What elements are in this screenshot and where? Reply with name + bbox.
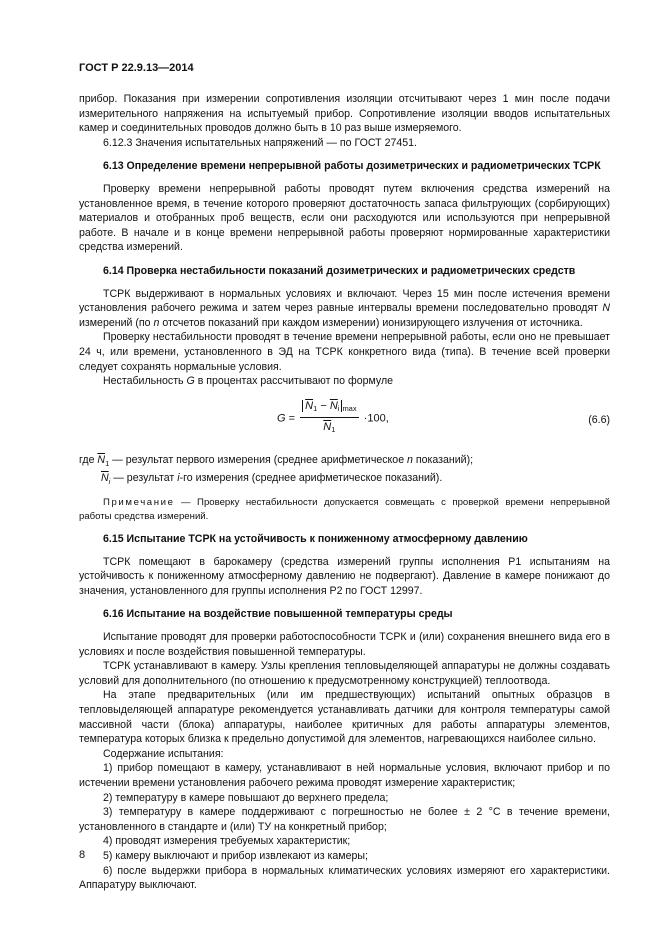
- text-run: — результат первого измерения (среднее арифметическое: [109, 453, 408, 466]
- symbol-n: n: [407, 453, 413, 466]
- section-heading-6-16: 6.16 Испытание на воздействие повышенной температуры среды: [103, 608, 453, 621]
- section-heading-6-13: 6.13 Определение времени непрерывной работы дозиметрических и радиометрических ТСРК: [103, 160, 601, 173]
- subscript: i: [108, 477, 111, 487]
- formula-ni: $\overline{N}$: [329, 399, 338, 412]
- text-run: ТСРК выдерживают в нормальных условиях и включают. Через 15 мин после истечения времени установления рабочего режима и затем через равные интервалы времени последовательно проводят: [79, 287, 610, 315]
- formula-minus: −: [320, 399, 327, 412]
- text-run: Нестабильность: [103, 375, 187, 388]
- symbol-g: G: [186, 375, 195, 388]
- text-run: где: [79, 453, 98, 466]
- symbol-ni: $\overline{N}$: [101, 472, 109, 485]
- formula-equals: =: [288, 412, 296, 425]
- note-text: — Проверку нестабильности допускается совмещать с проверкой времени непрерывной работы средства измерений.: [79, 497, 610, 522]
- paragraph: прибор. Показания при измерении сопротивления изоляции отсчитывают через 1 мин после подачи измерительного напряжения на испытуемый прибор. Сопротивление изоляции вводов испытательных камер и соединительных проводов должно быть в 10 раз выше измеряемого.: [79, 93, 610, 135]
- formula-denominator: [300, 418, 358, 438]
- text-run: измерений (по: [79, 316, 154, 329]
- formula-max: max: [342, 403, 357, 413]
- paragraph-6-16-c: На этапе предварительных (или им предшествующих) испытаний опытных образцов в тепловыделяющей аппаратуре рекомендуется устанавливать датчики для контроля температуры самой массивной части (блока) аппаратуры, наиболее критичных для работы аппаратуры элементов, температура которых близка к предельно допустимой для элементов, нагревающихся наиболее сильно.: [79, 689, 610, 746]
- formula-lhs: G: [277, 412, 286, 425]
- formula-tail: ·100,: [363, 412, 389, 425]
- formula-den: $\overline{N}$: [323, 421, 332, 434]
- note-label: Примечание: [103, 497, 175, 509]
- paragraph-6-14-c: [79, 374, 610, 389]
- section-heading-6-14: 6.14 Проверка нестабильности показаний дозиметрических и радиометрических средств: [103, 264, 576, 277]
- paragraph-6-16-a: Испытание проводят для проверки работоспособности ТСРК и (или) сохранения внешнего вида его в условиях и после воздействия повышенной температуры.: [79, 631, 610, 658]
- list-item: 6) после выдержки прибора в нормальных климатических условиях измеряют его характеристики. Аппаратуру выключают.: [79, 864, 610, 892]
- where-line-1: [79, 453, 610, 472]
- formula-sub1: 1: [313, 403, 318, 413]
- formula-subi: i: [337, 403, 340, 413]
- section-heading-6-15: 6.15 Испытание ТСРК на устойчивость к пониженному атмосферному давлению: [103, 533, 528, 546]
- paragraph-6-15: ТСРК помещают в барокамеру (средства измерений группы исполнения Р1 испытаниям на устойчивость к пониженному атмосферному давлению не подвергают). Давление в камере понижают до значения, установленного для группы исполнения Р2 по ГОСТ 12997.: [79, 555, 610, 597]
- symbol-n: n: [153, 316, 160, 329]
- list-item: 1) прибор помещают в камеру, устанавливают в ней нормальные условия, включают прибор и по истечении времени установления рабочего режима проводят измерение характеристик;: [79, 762, 610, 789]
- paragraph-6-16-b: ТСРК устанавливают в камеру. Узлы крепления тепловыделяющей аппаратуры не должны создавать условий для дополнительного (по отношению к предусмотренному конструкцией) теплоотвода.: [79, 660, 610, 687]
- formula-6-6: [79, 393, 610, 449]
- text-run: в процентах рассчитывают по формуле: [194, 375, 394, 388]
- formula-n1: $\overline{N}$: [305, 399, 314, 412]
- symbol-n-capital: N: [602, 302, 610, 315]
- text-run: показаний);: [412, 453, 474, 466]
- document-header: ГОСТ Р 22.9.13—2014: [79, 62, 194, 74]
- page-number: 8: [79, 849, 86, 861]
- formula-fraction: [300, 399, 358, 438]
- note: [79, 496, 610, 523]
- list-item: 2) температуру в камере повышают до верхнего предела;: [103, 791, 389, 804]
- list-item: 5) камеру выключают и прибор извлекают из камеры;: [103, 849, 368, 862]
- symbol-i: i: [177, 472, 180, 485]
- text-run: отсчетов показаний при каждом измерении) ионизирующего излучения от источника.: [159, 316, 583, 329]
- paragraph-6-13: Проверку времени непрерывной работы проводят путем включения средства измерений на установленное время, в течение которого проверяют достаточность запаса фильтрующих (сорбирующих) материалов и отобранных проб веществ, если они расходуются или используются при непрерывной работе. В начале и в конце времени непрерывной работы проверяют нормированные характеристики средства измерений.: [79, 182, 610, 254]
- paragraph-6-14-b: Проверку нестабильности проводят в течение времени непрерывной работы, если оно не превышает 24 ч, или времени, установленного в ЭД на ТСРК конкретного вида (типа). В течение всей проверки следует сохранять нормальные условия.: [79, 331, 610, 373]
- list-item: 4) проводят измерения требуемых характеристик;: [103, 835, 351, 848]
- equation-number: (6.6): [588, 413, 610, 426]
- paragraph-6-16-d: Содержание испытания:: [103, 747, 224, 760]
- formula-expression: [277, 399, 389, 438]
- subscript: 1: [105, 458, 110, 468]
- formula-abs: [302, 400, 342, 412]
- where-line-2: [79, 471, 610, 490]
- list-item: 3) температуру в камере поддерживают с погрешностью не более ± 2 °С в течение времени, установленного в стандарте и (или) ТУ на конкретный прибор;: [79, 806, 610, 833]
- symbol-n1: $\overline{N}$: [97, 453, 106, 466]
- text-run: -го измерения (среднее арифметическое показаний).: [179, 472, 443, 485]
- text-run: — результат: [110, 472, 178, 485]
- paragraph-6-12-3: 6.12.3 Значения испытательных напряжений — по ГОСТ 27451.: [103, 136, 417, 149]
- formula-numerator: [300, 399, 358, 419]
- formula-subden: 1: [331, 425, 336, 435]
- paragraph-6-14-a: [79, 287, 610, 331]
- page-body: [79, 92, 610, 893]
